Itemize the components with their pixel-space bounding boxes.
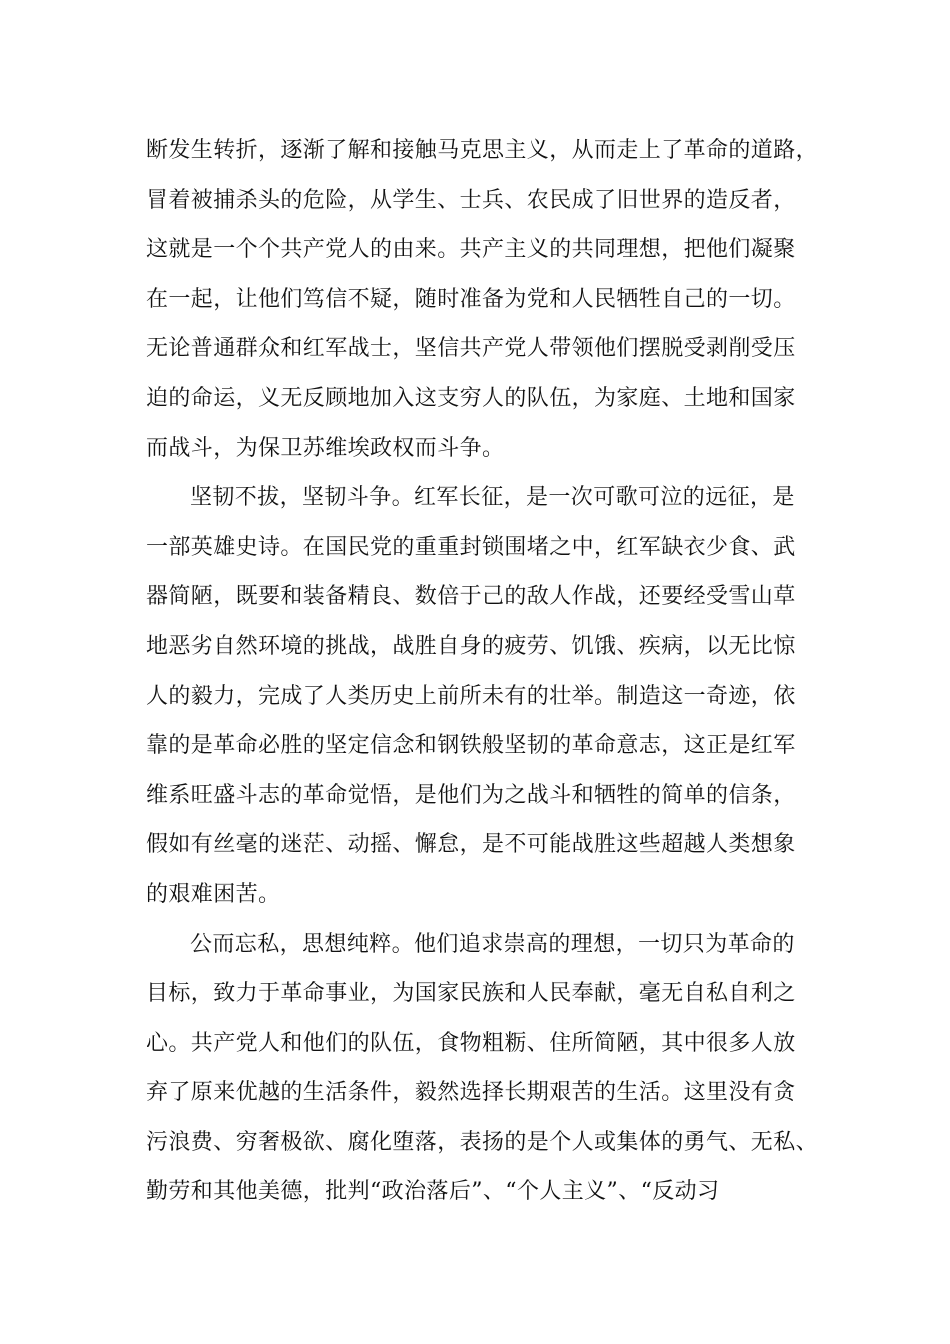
text-line: 维系旺盛斗志的革命觉悟，是他们为之战斗和牺牲的简单的信条， [146,782,796,808]
text-line: 而战斗，为保卫苏维埃政权而斗争。 [146,435,505,461]
text-line: 这就是一个个共产党人的由来。共产主义的共同理想，把他们凝聚 [146,237,796,263]
text-line: 弃了原来优越的生活条件，毅然选择长期艰苦的生活。这里没有贪 [146,1080,796,1106]
text-line-first: 坚韧不拔，坚韧斗争。红军长征，是一次可歌可泣的远征，是 [190,485,795,511]
text-line: 人的毅力，完成了人类历史上前所未有的壮举。制造这一奇迹，依 [146,683,796,709]
text-line: 断发生转折，逐渐了解和接触马克思主义，从而走上了革命的道路， [146,138,819,163]
text-line: 在一起，让他们笃信不疑，随时准备为党和人民牺牲自己的一切。 [146,286,796,312]
paragraph-selfless [146,920,836,1218]
text-line: 勤劳和其他美德，批判“政治落后”、“个人主义”、“反动习 [146,1179,720,1205]
body-text [146,126,836,1217]
text-line: 器简陋，既要和装备精良、数倍于己的敌人作战，还要经受雪山草 [146,584,796,610]
text-line-first: 公而忘私，思想纯粹。他们追求崇高的理想，一切只为革命的 [190,931,795,957]
text-line: 靠的是革命必胜的坚定信念和钢铁般坚韧的革命意志，这正是红军 [146,733,796,759]
text-line: 假如有丝毫的迷茫、动摇、懈怠，是不可能战胜这些超越人类想象 [146,832,796,858]
paragraph-continuation [146,126,836,473]
text-line: 迫的命运，义无反顾地加入这支穷人的队伍，为家庭、土地和国家 [146,385,796,411]
text-line: 地恶劣自然环境的挑战，战胜自身的疲劳、饥饿、疾病，以无比惊 [146,633,796,659]
text-line: 污浪费、穷奢极欲、腐化堕落，表扬的是个人或集体的勇气、无私、 [146,1129,819,1155]
text-line: 目标，致力于革命事业，为国家民族和人民奉献，毫无自私自利之 [146,981,796,1007]
text-line: 心。共产党人和他们的队伍，食物粗粝、住所简陋，其中很多人放 [146,1030,796,1056]
text-line: 的艰难困苦。 [146,881,281,907]
paragraph-perseverance [146,473,836,919]
text-line: 无论普通群众和红军战士，坚信共产党人带领他们摆脱受剥削受压 [146,336,796,362]
text-line: 冒着被捕杀头的危险，从学生、士兵、农民成了旧世界的造反者， [146,187,796,213]
text-line: 一部英雄史诗。在国民党的重重封锁围堵之中，红军缺衣少食、武 [146,534,796,560]
